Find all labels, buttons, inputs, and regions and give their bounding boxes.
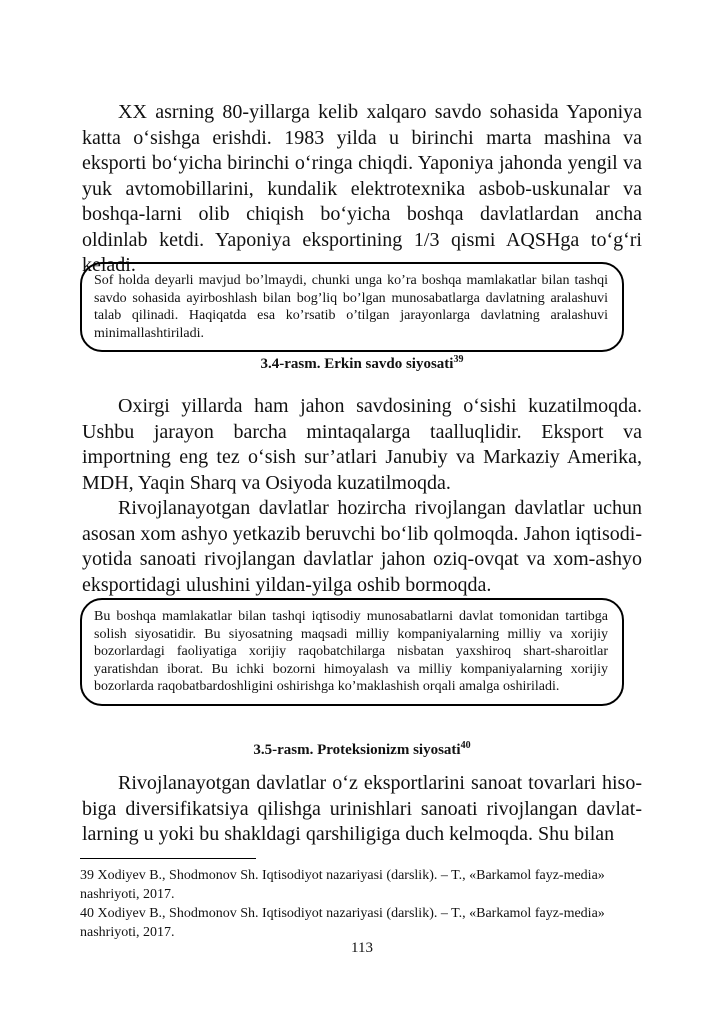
footnote-divider	[80, 858, 256, 859]
figure-caption-protectionism	[82, 737, 642, 759]
paragraph-world-trade-growth: Oxirgi yillarda ham jahon savdosining o‘sishi kuzatilmoqda. Ushbu jarayon barcha mintaqalarga taalluqlidir. Eksport va importning eng tez o‘sish sur’atlari Janubiy va Markaziy Amerika, MDH, Yaqin Sharq va Osiyoda kuzatilmoqda.	[82, 395, 642, 494]
page-number: 113	[351, 940, 373, 956]
footnote-39: 39 Xodiyev B., Shodmonov Sh. Iqtisodiyot nazariyasi (darslik). – T., «Barkamol fayz-media» nashriyoti, 2017.	[80, 868, 605, 902]
definition-box-protectionism	[80, 598, 624, 706]
footnote-ref: 40	[460, 740, 471, 751]
figure-caption-text: 3.5-rasm. Proteksionizm siyosati	[253, 742, 461, 758]
definition-text-free-trade: Sof holda deyarli mavjud bo’lmaydi, chunki unga ko’ra boshqa mamlakatlar bilan tashqi savdo sohasida ayirboshlash bilan bog’liq bo’lgan munosabatlarga davlatning aralashuvi talab qilinadi. Haqiqatda esa ko’rsatib o’tilgan jarayonlarga davlatning aralashuvi minimallashtiriladi.	[94, 273, 608, 341]
figure-caption-text: 3.4-rasm. Erkin savdo siyosati	[260, 356, 454, 372]
paragraph-japan-trade: XX asrning 80-yillarga kelib xalqaro savdo sohasida Yaponiya katta o‘sishga erishdi. 1983 yilda u birinchi marta mashina va eksporti bo‘yicha birinchi o‘ringa chiqdi. Yaponiya jahonda yengil va yuk avtomobillarini, kundalik elektrotexnika asbob-uskunalar va boshqa-larni olib chiqish bo‘yicha boshqa davlatlardan ancha oldinlab ketdi. Yaponiya eksportining 1/3 qismi AQSHga to‘g‘ri keladi.	[82, 101, 642, 276]
definition-text-protectionism: Bu boshqa mamlakatlar bilan tashqi iqtisodiy munosabatlarni davlat tomonidan tartibga solish siyosatidir. Bu siyosatning maqsadi milliy kompaniyalarning milliy va xorijiy bozorlardagi faoliyatiga xorijiy raqobatchilarga nisbatan yaxshiroq shart-sharoitlar yaratishdan iborat. Bu ichki bozorni himoyalash va milliy kompaniyalarning xorijiy bozorlarda raqobatbardoshligini oshirishga ko’maklashish orqali amalga oshiriladi.	[94, 609, 608, 694]
paragraph-export-diversification: Rivojlanayotgan davlatlar o‘z eksportlarini sanoat tovarlari hiso-biga diversifikatsiya qilishga urinishlari sanoati rivojlangan davlat-larning u yoki bu shakldagi qarshiligiga duch kelmoqda. Shu bilan	[82, 772, 642, 845]
definition-box-free-trade	[80, 262, 624, 352]
footnote-ref: 39	[453, 354, 464, 365]
footnote-40: 40 Xodiyev B., Shodmonov Sh. Iqtisodiyot nazariyasi (darslik). – T., «Barkamol fayz-media» nashriyoti, 2017.	[80, 906, 605, 940]
paragraph-developing-countries: Rivojlanayotgan davlatlar hozircha rivojlangan davlatlar uchun asosan xom ashyo yetkazib beruvchi bo‘lib qolmoqda. Jahon iqtisodi-yotida sanoati rivojlangan davlatlar jahon oziq-ovqat va xom-ashyo eksportidagi ulushini yildan-yilga oshib bormoqda.	[82, 497, 642, 596]
figure-caption-free-trade	[82, 351, 642, 373]
